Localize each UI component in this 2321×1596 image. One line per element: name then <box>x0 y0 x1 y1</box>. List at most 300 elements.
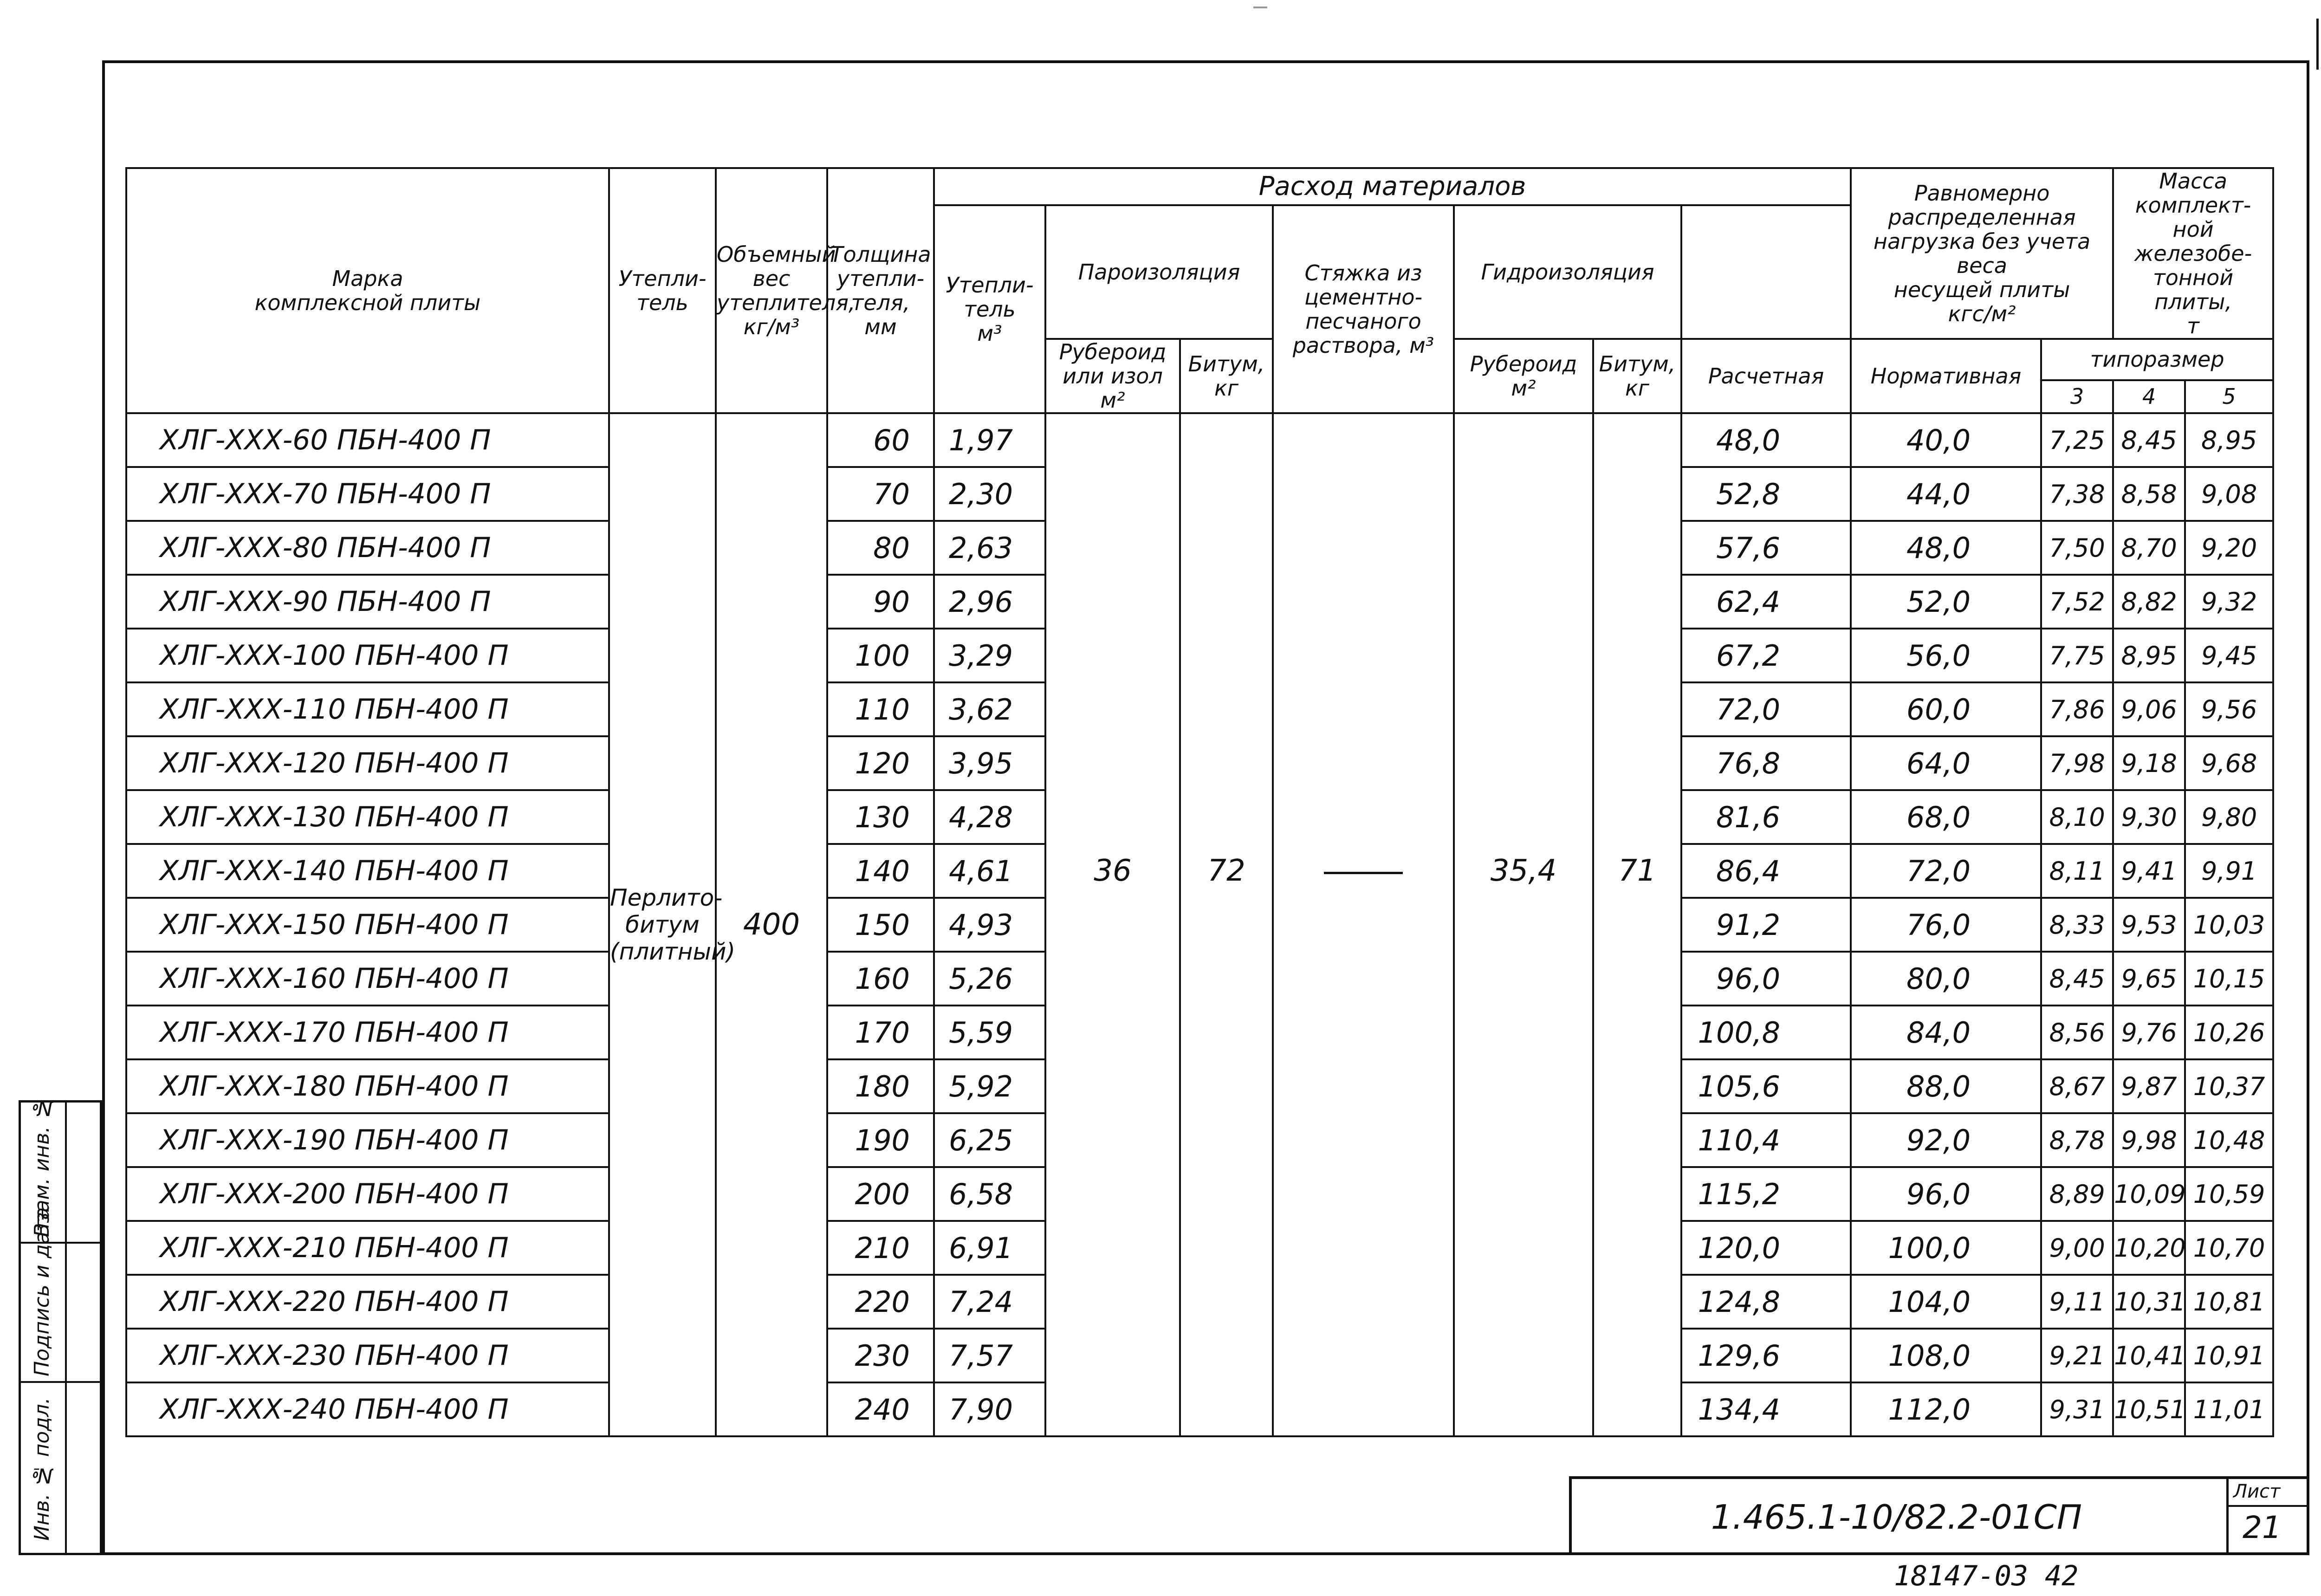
cell-load-normative: 52,0 <box>1851 575 2041 629</box>
cell-mass-4: 10,51 <box>2113 1382 2185 1436</box>
table-row <box>126 790 2273 844</box>
header-typesize-3: 3 <box>2041 380 2113 413</box>
cell-mark: ХЛГ-ХХХ-190 ПБН-400 П <box>126 1113 609 1167</box>
cell-water-roofing <box>1454 1221 1593 1275</box>
cell-water-roofing <box>1454 682 1593 736</box>
cell-water-bitumen <box>1593 1006 1681 1059</box>
table-row <box>126 521 2273 575</box>
cell-load-design: 76,8 <box>1681 736 1851 790</box>
cell-mark: ХЛГ-ХХХ-160 ПБН-400 П <box>126 952 609 1006</box>
cell-screed <box>1273 521 1454 575</box>
header-mass-group: Масса комплект- ной железобе- тонной плиты, т <box>2113 168 2273 339</box>
stamp-inventory-label: Инв. № подл. <box>30 1397 54 1541</box>
cell-water-roofing <box>1454 521 1593 575</box>
cell-mass-4: 10,31 <box>2113 1275 2185 1329</box>
cell-vapor-roofing <box>1045 1113 1180 1167</box>
cell-mass-5: 8,95 <box>2185 413 2273 467</box>
cell-vapor-bitumen <box>1180 736 1273 790</box>
cell-water-bitumen <box>1593 736 1681 790</box>
cell-insulant-volume: 6,91 <box>934 1221 1045 1275</box>
cell-screed <box>1273 898 1454 952</box>
cell-vapor-bitumen <box>1180 1059 1273 1113</box>
cell-load-normative: 60,0 <box>1851 682 2041 736</box>
cell-mass-4: 10,41 <box>2113 1329 2185 1382</box>
cell-water-bitumen <box>1593 413 1681 467</box>
cell-screed <box>1273 629 1454 682</box>
sheet-number: 21 <box>2243 1510 2282 1545</box>
cell-thickness: 80 <box>827 521 934 575</box>
cell-vapor-bitumen <box>1180 467 1273 521</box>
cell-thickness: 90 <box>827 575 934 629</box>
cell-mark: ХЛГ-ХХХ-110 ПБН-400 П <box>126 682 609 736</box>
cell-screed <box>1273 1221 1454 1275</box>
cell-load-normative: 112,0 <box>1851 1382 2041 1436</box>
cell-mass-4: 9,30 <box>2113 790 2185 844</box>
cell-load-normative: 76,0 <box>1851 898 2041 952</box>
cell-water-bitumen <box>1593 898 1681 952</box>
cell-mark: ХЛГ-ХХХ-100 ПБН-400 П <box>126 629 609 682</box>
cell-load-design: 67,2 <box>1681 629 1851 682</box>
cell-load-normative: 56,0 <box>1851 629 2041 682</box>
insulation-text: Перлито- <box>610 884 723 911</box>
sheet-divider <box>2229 1505 2309 1507</box>
cell-water-roofing <box>1454 952 1593 1006</box>
cell-mass-5: 9,20 <box>2185 521 2273 575</box>
header-vapor-roofing: Рубероид или изол м² <box>1045 339 1180 413</box>
cell-mass-3: 8,10 <box>2041 790 2113 844</box>
cell-water-roofing <box>1454 413 1593 467</box>
cell-water-bitumen <box>1593 1059 1681 1113</box>
table-row <box>126 844 2273 898</box>
cell-insulant-volume: 3,29 <box>934 629 1045 682</box>
cell-screed <box>1273 736 1454 790</box>
cell-vapor-roofing: 36 <box>1045 844 1180 898</box>
cell-insulant-volume: 3,95 <box>934 736 1045 790</box>
header-typesize-5: 5 <box>2185 380 2273 413</box>
cell-vapor-bitumen: 72 <box>1180 844 1273 898</box>
cell-mass-5: 10,59 <box>2185 1167 2273 1221</box>
cell-insulant-volume: 5,92 <box>934 1059 1045 1113</box>
side-stamp <box>19 1096 102 1555</box>
cell-mark: ХЛГ-ХХХ-240 ПБН-400 П <box>126 1382 609 1436</box>
cell-load-design: 48,0 <box>1681 413 1851 467</box>
cell-screed <box>1273 413 1454 467</box>
cell-insulant-volume: 4,93 <box>934 898 1045 952</box>
header-typesize: типоразмер <box>2041 339 2273 380</box>
cell-thickness: 240 <box>827 1382 934 1436</box>
cell-mass-5: 9,68 <box>2185 736 2273 790</box>
cell-mass-5: 9,08 <box>2185 467 2273 521</box>
cell-load-normative: 80,0 <box>1851 952 2041 1006</box>
cell-mass-5: 10,03 <box>2185 898 2273 952</box>
table-row <box>126 682 2273 736</box>
cell-insulant-volume: 7,90 <box>934 1382 1045 1436</box>
table-row <box>126 952 2273 1006</box>
cell-mass-3: 7,52 <box>2041 575 2113 629</box>
cell-mark: ХЛГ-ХХХ-140 ПБН-400 П <box>126 844 609 898</box>
cell-mass-4: 8,58 <box>2113 467 2185 521</box>
cell-load-normative: 108,0 <box>1851 1329 2041 1382</box>
cell-thickness: 150 <box>827 898 934 952</box>
cell-vapor-roofing <box>1045 952 1180 1006</box>
cell-mass-4: 8,70 <box>2113 521 2185 575</box>
cell-vapor-roofing <box>1045 1275 1180 1329</box>
cell-load-normative: 40,0 <box>1851 413 2041 467</box>
cell-vapor-bitumen <box>1180 413 1273 467</box>
cell-water-roofing <box>1454 736 1593 790</box>
cell-insulant-volume: 4,28 <box>934 790 1045 844</box>
table-row <box>126 1221 2273 1275</box>
cell-mass-4: 9,98 <box>2113 1113 2185 1167</box>
cell-mark: ХЛГ-ХХХ-180 ПБН-400 П <box>126 1059 609 1113</box>
cell-insulant-volume: 7,24 <box>934 1275 1045 1329</box>
cell-thickness: 170 <box>827 1006 934 1059</box>
cell-vapor-roofing <box>1045 1329 1180 1382</box>
cell-mass-4: 8,95 <box>2113 629 2185 682</box>
header-load-design: Расчетная <box>1681 339 1851 413</box>
cell-mass-4: 10,09 <box>2113 1167 2185 1221</box>
stamp-replace-label: Взам. инв. № <box>30 1096 54 1237</box>
archive-stamp: 18147-03 42 <box>1894 1560 2079 1592</box>
cell-water-bitumen <box>1593 1382 1681 1436</box>
cell-load-design: 120,0 <box>1681 1221 1851 1275</box>
cell-load-design: 105,6 <box>1681 1059 1851 1113</box>
cell-thickness: 190 <box>827 1113 934 1167</box>
cell-screed <box>1273 1382 1454 1436</box>
cell-load-normative: 92,0 <box>1851 1113 2041 1167</box>
cell-mass-3: 7,25 <box>2041 413 2113 467</box>
dash-mark <box>1324 872 1403 874</box>
cell-load-normative: 96,0 <box>1851 1167 2041 1221</box>
cell-thickness: 70 <box>827 467 934 521</box>
cell-mass-3: 7,75 <box>2041 629 2113 682</box>
header-density: Объемный вес утеплителя, кг/м³ <box>716 168 827 413</box>
cell-thickness: 180 <box>827 1059 934 1113</box>
cell-thickness: 120 <box>827 736 934 790</box>
cell-vapor-bitumen <box>1180 898 1273 952</box>
cell-vapor-bitumen <box>1180 629 1273 682</box>
cell-vapor-roofing <box>1045 521 1180 575</box>
cell-water-bitumen <box>1593 1275 1681 1329</box>
cell-screed <box>1273 1167 1454 1221</box>
header-screed: Стяжка из цементно- песчаного раствора, м³ <box>1273 205 1454 413</box>
cell-mass-3: 9,21 <box>2041 1329 2113 1382</box>
header-insulation: Утепли- тель <box>609 168 716 413</box>
cell-mass-3: 7,98 <box>2041 736 2113 790</box>
cell-thickness: 220 <box>827 1275 934 1329</box>
cell-water-roofing: 35,4 <box>1454 844 1593 898</box>
cell-mass-5: 10,70 <box>2185 1221 2273 1275</box>
cell-vapor-bitumen <box>1180 575 1273 629</box>
cell-load-design: 96,0 <box>1681 952 1851 1006</box>
cell-water-bitumen <box>1593 467 1681 521</box>
cell-screed <box>1273 844 1454 898</box>
stamp-signature-label: Подпись и дата <box>30 1207 54 1376</box>
cell-water-roofing <box>1454 790 1593 844</box>
cell-mass-3: 9,11 <box>2041 1275 2113 1329</box>
cell-vapor-roofing <box>1045 898 1180 952</box>
cell-mass-5: 10,48 <box>2185 1113 2273 1167</box>
cell-load-normative: 64,0 <box>1851 736 2041 790</box>
scan-mark <box>1253 6 1267 8</box>
cell-load-design: 110,4 <box>1681 1113 1851 1167</box>
cell-mass-3: 7,38 <box>2041 467 2113 521</box>
cell-mass-3: 7,50 <box>2041 521 2113 575</box>
cell-thickness: 230 <box>827 1329 934 1382</box>
cell-vapor-roofing <box>1045 467 1180 521</box>
cell-insulant-volume: 1,97 <box>934 413 1045 467</box>
cell-mark: ХЛГ-ХХХ-220 ПБН-400 П <box>126 1275 609 1329</box>
cell-thickness: 130 <box>827 790 934 844</box>
cell-vapor-roofing <box>1045 790 1180 844</box>
cell-mass-3: 9,31 <box>2041 1382 2113 1436</box>
cell-insulant-volume: 7,57 <box>934 1329 1045 1382</box>
cell-vapor-roofing <box>1045 1167 1180 1221</box>
cell-mark: ХЛГ-ХХХ-90 ПБН-400 П <box>126 575 609 629</box>
cell-vapor-bitumen <box>1180 1221 1273 1275</box>
cell-load-design: 86,4 <box>1681 844 1851 898</box>
cell-thickness: 210 <box>827 1221 934 1275</box>
cell-mass-3: 8,89 <box>2041 1167 2113 1221</box>
table-row <box>126 1167 2273 1221</box>
header-vapor-bitumen: Битум, кг <box>1180 339 1273 413</box>
cell-load-normative: 100,0 <box>1851 1221 2041 1275</box>
cell-mass-3: 8,45 <box>2041 952 2113 1006</box>
cell-mark: ХЛГ-ХХХ-60 ПБН-400 П <box>126 413 609 467</box>
cell-mass-5: 9,32 <box>2185 575 2273 629</box>
cell-water-bitumen <box>1593 1113 1681 1167</box>
cell-mass-3: 8,11 <box>2041 844 2113 898</box>
stamp-divider <box>21 1381 100 1383</box>
insulation-text: битум <box>625 911 700 938</box>
cell-load-normative: 44,0 <box>1851 467 2041 521</box>
cell-mark: ХЛГ-ХХХ-80 ПБН-400 П <box>126 521 609 575</box>
cell-mass-5: 10,26 <box>2185 1006 2273 1059</box>
cell-water-roofing <box>1454 898 1593 952</box>
cell-mass-3: 7,86 <box>2041 682 2113 736</box>
sheet-box <box>2226 1479 2309 1555</box>
cell-mass-4: 9,53 <box>2113 898 2185 952</box>
header-mark: Марка комплексной плиты <box>126 168 609 413</box>
table-row <box>126 736 2273 790</box>
cell-load-design: 115,2 <box>1681 1167 1851 1221</box>
table-row <box>126 413 2273 467</box>
cell-vapor-bitumen <box>1180 682 1273 736</box>
cell-screed <box>1273 1059 1454 1113</box>
cell-insulant-volume: 5,59 <box>934 1006 1045 1059</box>
cell-insulant-volume: 6,25 <box>934 1113 1045 1167</box>
page-number <box>2316 19 2321 70</box>
cell-mass-4: 8,45 <box>2113 413 2185 467</box>
table-row <box>126 1275 2273 1329</box>
cell-mark: ХЛГ-ХХХ-230 ПБН-400 П <box>126 1329 609 1382</box>
cell-water-bitumen <box>1593 952 1681 1006</box>
cell-screed <box>1273 575 1454 629</box>
cell-insulant-volume: 3,62 <box>934 682 1045 736</box>
cell-vapor-bitumen <box>1180 790 1273 844</box>
cell-thickness: 140 <box>827 844 934 898</box>
cell-water-bitumen: 71 <box>1593 844 1681 898</box>
cell-insulant-volume: 2,63 <box>934 521 1045 575</box>
cell-mass-5: 9,91 <box>2185 844 2273 898</box>
cell-vapor-bitumen <box>1180 1275 1273 1329</box>
cell-load-normative: 104,0 <box>1851 1275 2041 1329</box>
cell-mass-4: 9,41 <box>2113 844 2185 898</box>
header-water-roofing: Рубероид м² <box>1454 339 1593 413</box>
cell-vapor-roofing <box>1045 1382 1180 1436</box>
cell-water-roofing <box>1454 1329 1593 1382</box>
cell-mass-5: 11,01 <box>2185 1382 2273 1436</box>
cell-water-bitumen <box>1593 1167 1681 1221</box>
cell-load-design: 100,8 <box>1681 1006 1851 1059</box>
cell-mass-5: 9,56 <box>2185 682 2273 736</box>
cell-insulation <box>609 413 735 1436</box>
cell-water-roofing <box>1454 1382 1593 1436</box>
cell-thickness: 100 <box>827 629 934 682</box>
cell-screed <box>1273 1006 1454 1059</box>
cell-load-design: 124,8 <box>1681 1275 1851 1329</box>
cell-water-bitumen <box>1593 790 1681 844</box>
cell-mass-5: 10,15 <box>2185 952 2273 1006</box>
cell-thickness: 60 <box>827 413 934 467</box>
cell-mass-4: 9,76 <box>2113 1006 2185 1059</box>
insulation-text: (плитный) <box>610 938 735 965</box>
header-insulant-volume: Утепли- тель м³ <box>934 205 1045 413</box>
cell-water-bitumen <box>1593 1329 1681 1382</box>
cell-load-design: 81,6 <box>1681 790 1851 844</box>
cell-mass-4: 9,06 <box>2113 682 2185 736</box>
cell-water-roofing <box>1454 1113 1593 1167</box>
table-row <box>126 575 2273 629</box>
table-row <box>126 467 2273 521</box>
header-waterproofing: Гидроизоляция <box>1454 205 1681 339</box>
cell-water-roofing <box>1454 575 1593 629</box>
cell-water-roofing <box>1454 629 1593 682</box>
table-row <box>126 1006 2273 1059</box>
cell-water-roofing <box>1454 1059 1593 1113</box>
table-row <box>126 1113 2273 1167</box>
cell-insulant-volume: 6,58 <box>934 1167 1045 1221</box>
table-row <box>126 1059 2273 1113</box>
cell-water-roofing <box>1454 1006 1593 1059</box>
cell-insulant-volume: 4,61 <box>934 844 1045 898</box>
cell-mark: ХЛГ-ХХХ-170 ПБН-400 П <box>126 1006 609 1059</box>
cell-mass-4: 9,87 <box>2113 1059 2185 1113</box>
materials-table <box>125 167 2274 1437</box>
cell-load-normative: 68,0 <box>1851 790 2041 844</box>
cell-vapor-roofing <box>1045 1221 1180 1275</box>
cell-mass-5: 9,45 <box>2185 629 2273 682</box>
cell-mark: ХЛГ-ХХХ-130 ПБН-400 П <box>126 790 609 844</box>
title-block <box>1569 1476 2309 1555</box>
cell-mark: ХЛГ-ХХХ-70 ПБН-400 П <box>126 467 609 521</box>
cell-vapor-bitumen <box>1180 1167 1273 1221</box>
sheet-label: Лист <box>2233 1481 2281 1502</box>
cell-density: 400 <box>716 413 827 1436</box>
cell-vapor-roofing <box>1045 736 1180 790</box>
cell-mark: ХЛГ-ХХХ-120 ПБН-400 П <box>126 736 609 790</box>
cell-screed <box>1273 1113 1454 1167</box>
cell-vapor-bitumen <box>1180 1382 1273 1436</box>
cell-vapor-roofing <box>1045 1059 1180 1113</box>
cell-screed <box>1273 1275 1454 1329</box>
cell-screed <box>1273 952 1454 1006</box>
header-vapor-barrier: Пароизоляция <box>1045 205 1273 339</box>
cell-mass-4: 10,20 <box>2113 1221 2185 1275</box>
cell-water-bitumen <box>1593 521 1681 575</box>
cell-load-normative: 88,0 <box>1851 1059 2041 1113</box>
cell-vapor-bitumen <box>1180 952 1273 1006</box>
cell-insulant-volume: 2,96 <box>934 575 1045 629</box>
cell-load-design: 91,2 <box>1681 898 1851 952</box>
cell-vapor-roofing <box>1045 682 1180 736</box>
cell-load-design: 62,4 <box>1681 575 1851 629</box>
cell-mass-3: 8,33 <box>2041 898 2113 952</box>
cell-water-bitumen <box>1593 1221 1681 1275</box>
cell-mass-3: 9,00 <box>2041 1221 2113 1275</box>
cell-thickness: 160 <box>827 952 934 1006</box>
cell-load-design: 129,6 <box>1681 1329 1851 1382</box>
cell-mark: ХЛГ-ХХХ-150 ПБН-400 П <box>126 898 609 952</box>
cell-screed <box>1273 1329 1454 1382</box>
header-typesize-4: 4 <box>2113 380 2185 413</box>
cell-mass-3: 8,78 <box>2041 1113 2113 1167</box>
cell-vapor-roofing <box>1045 575 1180 629</box>
cell-load-design: 57,6 <box>1681 521 1851 575</box>
stamp-divider <box>65 1103 67 1553</box>
cell-water-roofing <box>1454 467 1593 521</box>
header-load-group: Равномерно распределенная нагрузка без учета веса несущей плиты кгс/м² <box>1851 168 2113 339</box>
cell-load-normative: 72,0 <box>1851 844 2041 898</box>
cell-insulant-volume: 5,26 <box>934 952 1045 1006</box>
cell-mass-3: 8,67 <box>2041 1059 2113 1113</box>
cell-mass-4: 9,18 <box>2113 736 2185 790</box>
cell-vapor-bitumen <box>1180 521 1273 575</box>
cell-mark: ХЛГ-ХХХ-210 ПБН-400 П <box>126 1221 609 1275</box>
cell-mass-5: 10,81 <box>2185 1275 2273 1329</box>
table-row <box>126 898 2273 952</box>
header-materials-group: Расход материалов <box>934 168 1851 205</box>
cell-mass-5: 10,91 <box>2185 1329 2273 1382</box>
cell-vapor-bitumen <box>1180 1006 1273 1059</box>
cell-mass-4: 8,82 <box>2113 575 2185 629</box>
cell-mass-4: 9,65 <box>2113 952 2185 1006</box>
cell-thickness: 200 <box>827 1167 934 1221</box>
document-code: 1.465.1-10/82.2-01СП <box>1711 1498 2082 1537</box>
cell-thickness: 110 <box>827 682 934 736</box>
cell-load-design: 72,0 <box>1681 682 1851 736</box>
cell-mass-3: 8,56 <box>2041 1006 2113 1059</box>
cell-insulant-volume: 2,30 <box>934 467 1045 521</box>
table-row <box>126 629 2273 682</box>
cell-screed <box>1273 790 1454 844</box>
cell-mark: ХЛГ-ХХХ-200 ПБН-400 П <box>126 1167 609 1221</box>
cell-screed <box>1273 467 1454 521</box>
cell-load-design: 134,4 <box>1681 1382 1851 1436</box>
cell-vapor-bitumen <box>1180 1113 1273 1167</box>
table-row <box>126 1329 2273 1382</box>
cell-mass-5: 9,80 <box>2185 790 2273 844</box>
header-thickness: Толщина утепли- теля, мм <box>827 168 934 413</box>
cell-vapor-bitumen <box>1180 1329 1273 1382</box>
cell-water-roofing <box>1454 1275 1593 1329</box>
cell-water-bitumen <box>1593 575 1681 629</box>
cell-vapor-roofing <box>1045 413 1180 467</box>
cell-load-normative: 48,0 <box>1851 521 2041 575</box>
header-load-normative: Нормативная <box>1851 339 2041 413</box>
cell-load-normative: 84,0 <box>1851 1006 2041 1059</box>
table-row <box>126 1382 2273 1436</box>
